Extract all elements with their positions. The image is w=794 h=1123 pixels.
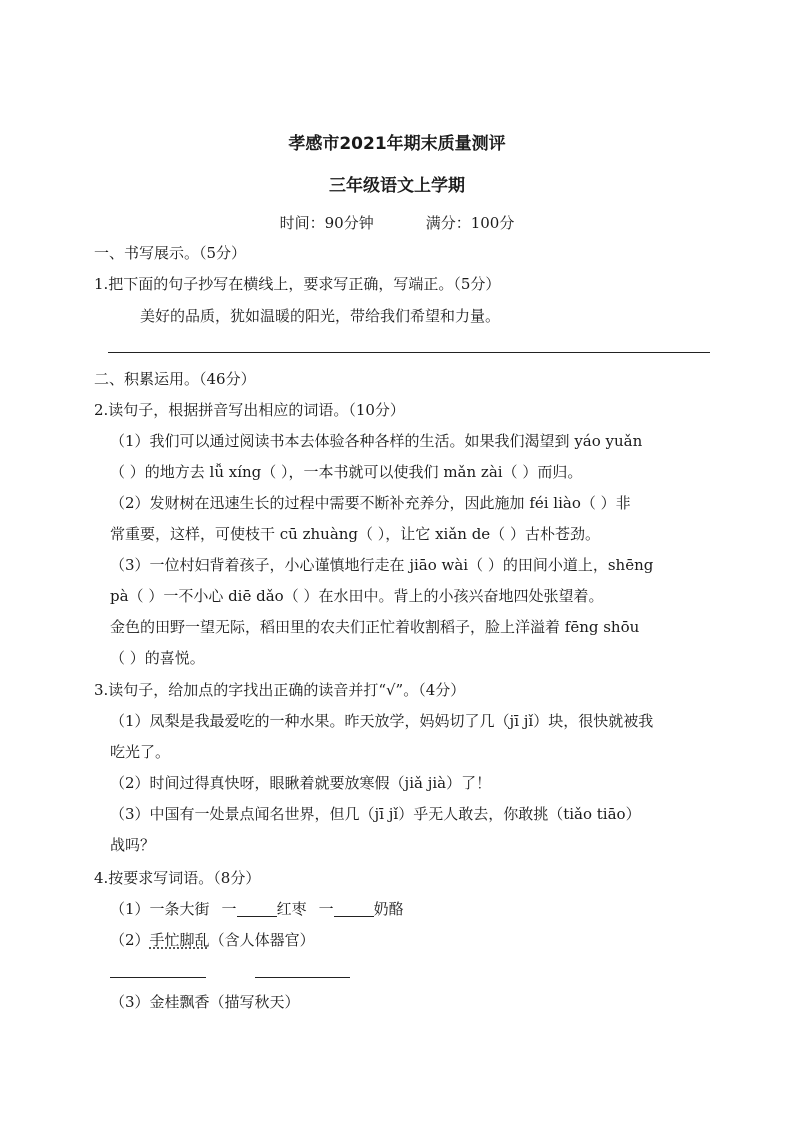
exam-info <box>0 213 794 233</box>
q4-answer-line[interactable] <box>255 977 350 978</box>
q4-item-2-number: （2） <box>110 931 150 949</box>
q2-line: pà（ ）一不小心 diē dǎo（ ）在水田中。背上的小孩兴奋地四处张望着。 <box>110 587 604 605</box>
exam-subtitle: 三年级语文上学期 <box>329 176 465 196</box>
q3-line: （2）时间过得真快呀，眼瞅着就要放寒假（jiǎ jià）了！ <box>110 774 492 792</box>
q2-line: 常重要，这样，可使枝干 cū zhuàng（ ），让它 xiǎn de（ ）古朴苍劲。 <box>110 525 600 543</box>
q4-item-2-word: 手忙脚乱 <box>149 931 210 949</box>
q4-measure-prefix: 一 <box>318 900 334 918</box>
copy-sentence: 美好的品质，犹如温暖的阳光，带给我们希望和力量。 <box>140 307 501 325</box>
q4-item-1-word-b: 红枣 <box>276 900 307 918</box>
full-score: 满分：100分 <box>425 214 515 232</box>
q2-line: （ ）的地方去 lǚ xíng（ ），一本书就可以使我们 mǎn zài（ ）而归。 <box>110 463 583 481</box>
q2-line: （2）发财树在迅速生长的过程中需要不断补充养分，因此施加 féi liào（ ）非 <box>110 494 631 512</box>
section-1-heading: 一、书写展示。（5分） <box>94 244 247 262</box>
q4-item-2-hint: （含人体器官） <box>209 931 315 949</box>
q3-line: （3）中国有一处景点闻名世界，但几（jī jǐ）乎无人敢去，你敢挑（tiǎo tiāo） <box>110 805 641 823</box>
q4-item-1 <box>110 899 404 919</box>
question-4-stem: 4.按要求写词语。（8分） <box>94 869 261 887</box>
q4-item-1-text: （1）一条大街 <box>110 900 210 918</box>
q4-measure-prefix: 一 <box>221 900 237 918</box>
question-3-stem: 3.读句子，给加点的字找出正确的读音并打“√”。（4分） <box>94 681 466 699</box>
q4-item-3: （3）金桂飘香（描写秋天） <box>110 993 300 1011</box>
copy-answer-line[interactable] <box>108 352 710 353</box>
q2-line: （1）我们可以通过阅读书本去体验各种各样的生活。如果我们渴望到 yáo yuǎn <box>110 432 643 450</box>
question-1-stem: 1.把下面的句子抄写在横线上，要求写正确，写端正。（5分） <box>94 275 501 293</box>
q2-line: 金色的田野一望无际，稻田里的农夫们正忙着收割稻子，脸上洋溢着 fēng shōu <box>110 618 640 636</box>
q3-line: （1）凤梨是我最爱吃的一种水果。昨天放学，妈妈切了几（jī jǐ）块，很快就被我 <box>110 712 654 730</box>
question-2-stem: 2.读句子，根据拼音写出相应的词语。（10分） <box>94 401 405 419</box>
time-limit: 时间：90分钟 <box>279 214 374 232</box>
exam-title: 孝感市2021年期末质量测评 <box>288 134 506 154</box>
q4-blank[interactable] <box>334 901 374 917</box>
section-2-heading: 二、积累运用。（46分） <box>94 370 256 388</box>
q4-answer-line[interactable] <box>110 977 206 978</box>
q4-item-1-word-c: 奶酪 <box>373 900 404 918</box>
q3-line: 吃光了。 <box>110 743 171 761</box>
q2-line: （ ）的喜悦。 <box>110 649 205 667</box>
q3-line: 战吗？ <box>110 836 156 854</box>
q4-blank[interactable] <box>237 901 277 917</box>
q2-line: （3）一位村妇背着孩子，小心谨慎地行走在 jiāo wài（ ）的田间小道上，shēng <box>110 556 654 574</box>
q4-item-2 <box>110 930 315 950</box>
